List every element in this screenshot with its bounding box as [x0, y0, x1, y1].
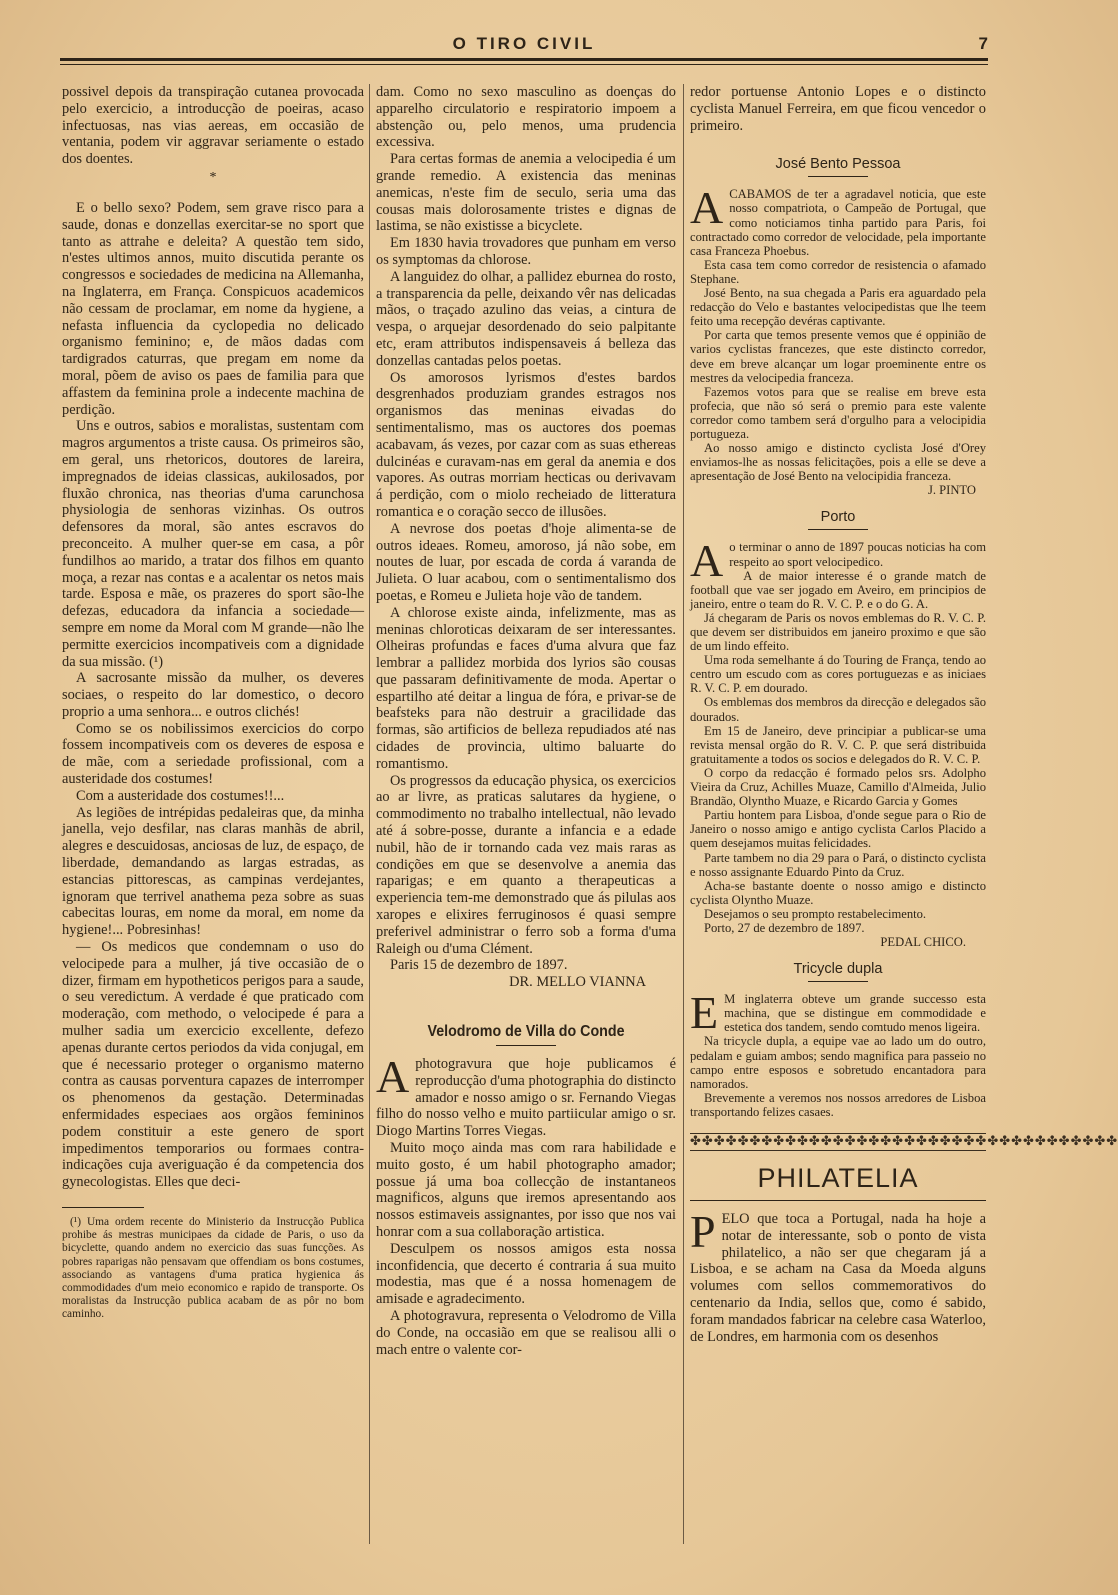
- drop-cap: A: [690, 535, 724, 587]
- paragraph: E M inglaterra obteve um grande successo esta machina, que se distingue em commodidade e estetica dos tandem, sendo comtudo menos ligeira.: [690, 987, 986, 1039]
- paragraph: Desejamos o seu prompto restabelecimento.: [704, 906, 927, 921]
- paragraph: Muito moço ainda mas com rara habilidade e muito gosto, é um habil photographo amador; possue já uma boa collecção de instantaneos magnificos, alguns que iremos apresentando aos nossos estimaveis assignantes, por isso que nos vai honrar com a sua collaboração artistica.: [376, 1140, 676, 1240]
- paragraph: Aphotogravura que hoje publicamos é reproducção d'uma photographia do distincto amador e nosso amigo o sr. Fernando Viegas filho do nosso velho e muito partiicular amigo o sr. Diogo Martins Torres Viegas.: [376, 1051, 676, 1140]
- paragraph: ACABAMOS de ter a agradavel noticia, que este nosso compatriota, o Campeão de Portugal, que como noticiamos tinha partido para Paris, foi contractado como corredor de velocidade, pela importante casa Franceza Phoebus.: [690, 182, 986, 258]
- section-title-tricycle: Tricycle dupla: [793, 961, 883, 978]
- paragraph: Partiu hontem para Lisboa, d'onde segue para o Rio de Janeiro o nosso amigo e antigo cyclista Carlos Placido a quem desejamos muitas felicidades.: [690, 808, 986, 851]
- column-1: [62, 84, 364, 1322]
- drop-cap: A: [376, 1051, 410, 1103]
- header-rule-thin: [60, 64, 988, 65]
- paragraph: Brevemente a veremos nos nossos arredores de Lisboa transportando felizes casaes.: [690, 1090, 986, 1119]
- signature: J. PINTO: [927, 483, 976, 498]
- section-asterisk: *: [209, 169, 217, 185]
- paragraph: Em 15 de Janeiro, deve principiar a publicar-se uma revista mensal orgão do R. V. C. P. que será distribuida gratuitamente a todos os socios e delegados do R. V. C. P.: [690, 723, 986, 766]
- paragraph: — Os medicos que condemnam o uso do velocipede para a mulher, já tive occasião de o dizer, firmam em hypotheticos perigos para a saude, o seu veredictum. A verdade é que praticado com moderação, com methodo, o velocipede é para a mulher sadia um exercicio excellente, defezo apenas durante certos periodos da vida conjugal, em que é necessario proteger o organismo materno contra as causas porventura capazes de interromper os phenomenos da gestação. Determinadas enfermidades especiaes aos orgãos femininos podem constituir a este genero de sport impedimentos temporarios ou formaes contra-indicações cuja averiguação é da competencia dos gynecologistas. Elles que deci-: [62, 939, 364, 1191]
- header-rule-thick: [60, 58, 988, 61]
- section-divider: [496, 1045, 556, 1046]
- paragraph: PELO que toca a Portugal, nada ha hoje a notar de interessante, sob o ponto de vista philatelico, a não ser que chegaram já a Lisboa, e se acham na Casa da Moeda alguns volumes com sellos commemorativos do centenario da India, sellos que, como é sabido, foram mandados fabricar na celebre casa Waterloo, de Londres, em harmonia com os desenhos: [690, 1206, 986, 1345]
- paragraph: Ao terminar o anno de 1897 poucas noticias ha com respeito ao sport velocipedico.: [690, 535, 986, 587]
- masthead-title: O TIRO CIVIL: [452, 34, 596, 53]
- paragraph: José Bento, na sua chegada a Paris era aguardado pela redacção do Velo e bastantes velocipedistas que lhe teem feito uma recepção devéras captivante.: [690, 286, 986, 329]
- paragraph: Na tricycle dupla, a equipe vae ao lado um do outro, pedalam e guiam ambos; sendo magnifica para passeio no campo entre esposos e sobretudo encantadora para namorados.: [690, 1034, 986, 1091]
- paragraph: A languidez do olhar, a pallidez eburnea do rosto, a transparencia da pelle, deixando vêr nas delicadas mãos, o traçado azulino das veias, a cintura de vespa, o arquejar desordenado do seio palpitante etc, eram attributos indispensaveis á belleza das donzellas cantadas pelos poetas.: [376, 268, 676, 369]
- paragraph: Com a austeridade dos costumes!!...: [76, 787, 285, 804]
- section-title-velodromo: Velodromo de Villa do Conde: [427, 1023, 625, 1041]
- page-header: [60, 34, 988, 74]
- drop-cap: E: [690, 987, 719, 1039]
- paragraph: Esta casa tem como corredor de resistencia o afamado Stephane.: [690, 257, 986, 286]
- column-divider-1: [369, 84, 370, 1544]
- paragraph: Os amorosos lyrismos d'estes bardos desgrenhados produziam grandes estragos nos organismos das meninas eivadas do sentimentalismo, mas os auctores dos poemas acabavam, ás vezes, por cazar com as suas ethereas dulcinéas e curavam-nas em geral da anemia e dos vapores. As outras morriam hecticas ou derivavam á perdição, com o miolo recheiado de litteratura romantica e o coração secco de illusões.: [376, 369, 676, 520]
- paragraph: A sacrosante missão da mulher, os deveres sociaes, o respeito do lar domestico, o decoro proprio a uma senhora... e outros clichés!: [62, 670, 364, 720]
- paragraph: Parte tambem no dia 29 para o Pará, o distincto cyclista e nosso assignante Eduardo Pinto da Cruz.: [690, 850, 986, 879]
- paragraph: O corpo da redacção é formado pelos srs. Adolpho Vieira da Cruz, Achilles Muaze, Camillo d'Almeida, Julio Brandão, Olyntho Muaze, e Ricardo Garcia y Gomes: [690, 765, 986, 809]
- section-divider: [690, 1200, 986, 1201]
- paragraph: Por carta que temos presente vemos que é oppinião de varios cyclistas francezes, que este distincto corredor, deve em breve alcançar um logar proeminente entre os mestres da velocipedia franceza.: [690, 328, 986, 385]
- section-divider: [808, 529, 868, 530]
- paragraph: Uma roda semelhante á do Touring de França, tendo ao centro um escudo com as cores portuguezas e as iniciaes R. V. C. P. em dourado.: [690, 653, 986, 696]
- paragraph: Em 1830 havia trovadores que punham em verso os symptomas da chlorose.: [376, 235, 676, 268]
- paragraph: Desculpem os nossos amigos esta nossa inconfidencia, que decerto é contraria á sua muito modestia, mas que é a nossa homenagem de amisade e agradecimento.: [376, 1240, 676, 1308]
- dateline: Porto, 27 de dezembro de 1897.: [704, 920, 865, 935]
- footnote-divider: [62, 1207, 144, 1208]
- section-divider: [808, 176, 868, 177]
- paragraph: Os emblemas dos membros da direcção e delegados são dourados.: [690, 695, 986, 724]
- drop-cap: A: [690, 182, 724, 234]
- paragraph: Para certas formas de anemia a velocipedia é um grande remedio. A existencia das meninas anemicas, n'este fim de seculo, seria uma das cousas mais dolorosamente tristes e dignas de lastima, se não existisse a bicyclete.: [376, 151, 676, 235]
- page-number: 7: [978, 34, 988, 53]
- section-divider: [808, 981, 868, 982]
- paragraph: dam. Como no sexo masculino as doenças do apparelho circulatorio e respiratorio impoem a abstenção ou, pelo menos, uma prudencia excessiva.: [376, 84, 676, 151]
- paragraph: Ao nosso amigo e distincto cyclista José d'Orey enviamos-lhe as nossas felicitações, pois a elle se deve a apresentação de José Bento na velocipidia franceza.: [690, 441, 986, 484]
- column-divider-2: [683, 84, 684, 1544]
- paragraph: E o bello sexo? Podem, sem grave risco para a saude, donas e donzellas exercitar-se no sport que tanto as attrahe e deleita? A questão tem sido, n'estes ultimos annos, muito discutida perante os congressos e sociedades de medicina na Allemanha, na Inglaterra, em França. Conspicuos academicos não cessam de proclamar, em nome da hygiene, a nefasta influencia da cyclopedia no delicado organismo feminino; e, de mãos dadas com tardigrados caturras, que pregam em nome da moral, põem de aviso os paes de familia para que affastem da feminina prole a indecente machina de perdição.: [62, 199, 364, 418]
- column-2: [376, 84, 676, 1358]
- drop-cap: P: [690, 1206, 716, 1258]
- paragraph: Fazemos votos para que se realise em breve esta profecia, que não só será o premio para este valente corredor como tambem será d'orgulho para a velocipidia portugueza.: [690, 384, 986, 441]
- paragraph: Já chegaram de Paris os novos emblemas do R. V. C. P. que devem ser distribuidos em janeiro proximo e que são de um lindo effeito.: [690, 610, 986, 654]
- ornament-border: ✤✤✤✤✤✤✤✤✤✤✤✤✤✤✤✤✤✤✤✤✤✤✤✤✤✤✤✤✤✤✤✤✤✤✤✤: [690, 1133, 986, 1151]
- paragraph: Acha-se bastante doente o nosso amigo e distincto cyclista Olyntho Muaze.: [690, 878, 986, 907]
- section-title-porto: Porto: [820, 509, 856, 526]
- signature: PEDAL CHICO.: [880, 935, 966, 950]
- paragraph: Os progressos da educação physica, os exercicios ao ar livre, as praticas salutares da hygiene, o commodimento no trabalho intellectual, não levado até á sobre-posse, durante a infancia e a edade nubil, hão de ir tornando cada vez mais raras as condições em que se desenvolve a anemia das raparigas; e em quanto a therapeuticas a experiencia tem-me demonstrado que ás pilulas aos xaropes e elixires ferruginosos é quasi sempre preferivel administrar o ferro sob a forma d'uma Raleigh ou d'uma Clément.: [376, 772, 676, 957]
- paragraph: As legiões de intrépidas pedaleiras que, da minha janella, vejo desfilar, nas claras manhãs de abril, alegres e descuidosas, anciosas de luz, de espaço, de liberdade, demandando as largas estradas, as estancias pittorescas, as campinas verdejantes, ignoram que terrivel anathema peza sobre as suas cabecitas louras, em nome da moral, em nome da hygiene!... Pobresinhas!: [62, 804, 364, 939]
- footnote: (¹) Uma ordem recente do Ministerio da Instrucção Publica prohibe ás mestras municipaes da cidade de Paris, o uso da bicyclette, quando andem no exercicio das suas funcções. As pobres raparigas não pensavam que offendiam os bons costumes, associando as vantagens d'uma pratica hygienica ás commodidades d'um meio economico e rapido de transporte. Os moralistas da Instrucção publica acabam de as pôr no bom caminho.: [62, 1216, 364, 1321]
- paragraph: redor portuense Antonio Lopes e o distincto cyclista Manuel Ferreira, em que ficou vencedor o primeiro.: [690, 84, 986, 134]
- paragraph: possivel depois da transpiração cutanea provocada pelo exercicio, a introducção de poeiras, acaso infectuosas, nas vias aereas, em occasião de ventania, podem vir aggravar seriamente o estado dos doentes.: [62, 84, 364, 168]
- paragraph: A de maior interesse é o grande match de football que vae ser jogado em Aveiro, em principios de janeiro, entre o team do R. V. C. P. e o do G. A.: [690, 568, 986, 611]
- dateline: Paris 15 de dezembro de 1897.: [390, 957, 568, 974]
- column-3: [690, 84, 1118, 1345]
- paragraph: A nevrose dos poetas d'hoje alimenta-se de outros ideaes. Romeu, amoroso, já não sobe, em noutes de luar, por escada de corda á varanda de Julieta. O luar acabou, com o sentimentalismo dos poetas, e Romeu e Julieta hoje vão de tandem.: [376, 520, 676, 604]
- paragraph: Uns e outros, sabios e moralistas, sustentam com magros argumentos a triste causa. Os primeiros são, em geral, uns rhetoricos, doutores de lareira, impregnados de ideias classicas, aukilosados, por fluxão chronica, nas theorias d'uma carunchosa physiologia de senhoras vizinhas. Os outros defensores da moral, são antes escravos do preconceito. A mulher quer-se em casa, a pôr fundilhos ao marido, a tratar dos filhos em quanto moça, a rezar nas contas e a acalentar os netos mais tarde. Esposa e mãe, os prazeres do sport são-lhe defezas, educadora da infancia a sociedade—sempre em nome da Moral com M grande—não lhe permitte exercicios incompativeis com a dignidade da sua missão. (¹): [62, 418, 364, 670]
- paragraph: A chlorose existe ainda, infelizmente, mas as meninas chloroticas deixaram de ser interessantes. Olheiras profundas e faces d'uma alvura que faz lembrar a pallidez morbida dos lyrios são cousas que passaram definitivamente de moda. Apertar o espartilho até deitar a lingua de fóra, e privar-se de beafsteks para não destruir a gracilidade das formas, são artificios de belleza repudiados até nas cidades de provincia, ultimo baluarte do romantismo.: [376, 604, 676, 772]
- paragraph: Como se os nobilissimos exercicios do corpo fossem incompativeis com os deveres de esposa e de mãe, com a seriedade profissional, com a austeridade dos costumes!: [62, 720, 364, 788]
- section-title-philatelia: PHILATELIA: [757, 1163, 919, 1194]
- signature: DR. MELLO VIANNA: [509, 974, 646, 991]
- section-title-jose-bento-pessoa: José Bento Pessoa: [775, 156, 901, 173]
- paragraph: A photogravura, representa o Velodromo de Villa do Conde, na occasião em que se realisou alli o mach entre o valente cor-: [376, 1307, 676, 1358]
